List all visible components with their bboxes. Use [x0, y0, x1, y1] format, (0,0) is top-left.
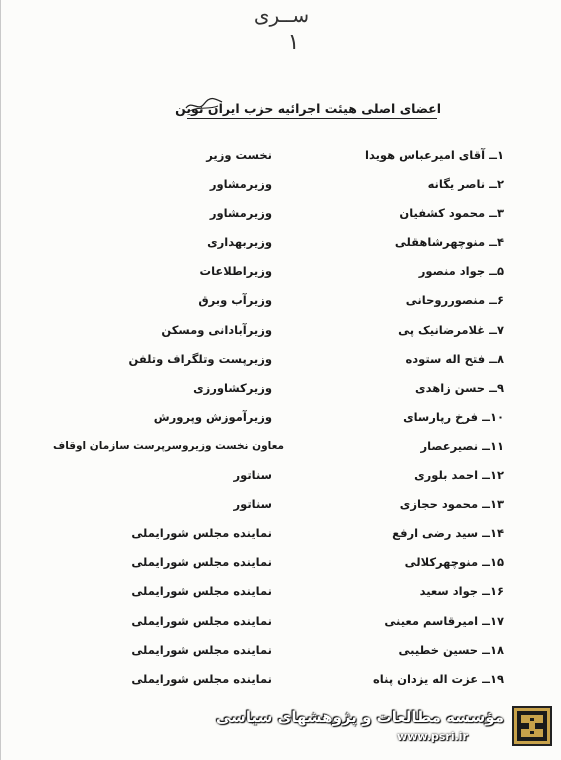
list-item [1, 494, 561, 523]
institute-logo-icon [512, 706, 552, 746]
member-name: ۱۹ــ عزت اله یزدان پناه [373, 671, 504, 686]
list-item [1, 552, 561, 581]
list-item [1, 378, 561, 407]
list-item [1, 349, 561, 378]
member-name: ۱۶ــ جواد سعید [419, 584, 504, 599]
watermark [215, 704, 556, 760]
member-role: وزیرکشاورزی [193, 380, 272, 395]
page-number: ۱ [287, 30, 300, 55]
member-name: ۵ــ جواد منصور [418, 264, 504, 279]
member-name: ۴ــ منوچهرشاهقلی [394, 235, 504, 250]
watermark-url: www.psri.ir [397, 730, 468, 743]
list-item [1, 523, 561, 552]
member-role: معاون نخست وزیروسرپرست سازمان اوقاف [53, 439, 284, 452]
member-name: ۷ــ غلامرضانیک پی [398, 322, 504, 337]
member-role: نخست وزیر [206, 148, 272, 162]
list-item [1, 669, 561, 698]
member-name: ۱۸ــ حسین خطیبی [398, 642, 504, 657]
members-list [1, 145, 561, 745]
member-role: نماینده مجلس شورایملی [131, 584, 272, 599]
member-role: نماینده مجلس شورایملی [131, 613, 272, 628]
list-item [1, 145, 561, 174]
list-item [1, 261, 561, 290]
watermark-title: مؤسسه مطالعات و پژوهشهای سیاسی [215, 708, 504, 726]
member-role: وزیرآموزش وپرورش [153, 409, 272, 424]
member-name: ۱۷ــ امیرقاسم معینی [384, 613, 504, 628]
member-role: نماینده مجلس شورایملی [131, 555, 272, 570]
member-role: سناتور [233, 468, 272, 483]
member-role: نماینده مجلس شورایملی [131, 642, 272, 657]
member-name: ۱۲ــ احمد بلوری [414, 468, 504, 483]
member-role: نماینده مجلس شورایملی [131, 526, 272, 541]
member-name: ۲ــ ناصر یگانه [427, 177, 504, 192]
list-item [1, 407, 561, 436]
member-role: وزیرآب وبرق [198, 293, 272, 308]
list-item [1, 611, 561, 640]
member-name: ۱۳ــ محمود حجازی [399, 497, 504, 512]
member-role: نماینده مجلس شورایملی [131, 671, 272, 686]
list-item [1, 232, 561, 261]
member-role: سناتور [233, 497, 272, 512]
member-role: وزیربهداری [207, 235, 272, 250]
list-item [1, 290, 561, 319]
member-name: ۱۰ــ فرخ رپارسای [403, 409, 504, 424]
member-role: وزیراطلاعات [199, 264, 272, 279]
list-item [1, 174, 561, 203]
list-item [1, 640, 561, 669]
member-name: ۸ــ فتح اله ستوده [405, 351, 504, 366]
member-role: وزیرآبادانی ومسکن [161, 322, 272, 337]
member-name: ۱۵ــ منوچهرکلالی [404, 555, 504, 570]
list-item [1, 465, 561, 494]
list-item [1, 203, 561, 232]
member-name: ۶ــ منصورروحانی [405, 293, 504, 308]
member-name: ۱ــ آقای امیرعباس هویدا [365, 148, 504, 162]
member-name: ۳ــ محمود کشفیان [399, 206, 504, 221]
title-underline [187, 118, 437, 119]
member-name: ۹ــ حسن زاهدی [415, 380, 504, 395]
classification-mark: ســری [253, 3, 310, 27]
member-role: وزیرمشاور [209, 206, 272, 221]
member-name: ۱۱ــ نصیرعصار [420, 438, 504, 453]
member-role: وزیرمشاور [209, 177, 272, 192]
list-item [1, 581, 561, 610]
member-name: ۱۴ــ سید رضی ارفع [392, 526, 504, 541]
document-title: اعضای اصلی هیئت اجرائیه حزب ایران نوین [175, 101, 441, 116]
list-item [1, 320, 561, 349]
list-item [1, 436, 561, 465]
member-role: وزیرپست وتلگراف وتلفن [128, 351, 272, 366]
